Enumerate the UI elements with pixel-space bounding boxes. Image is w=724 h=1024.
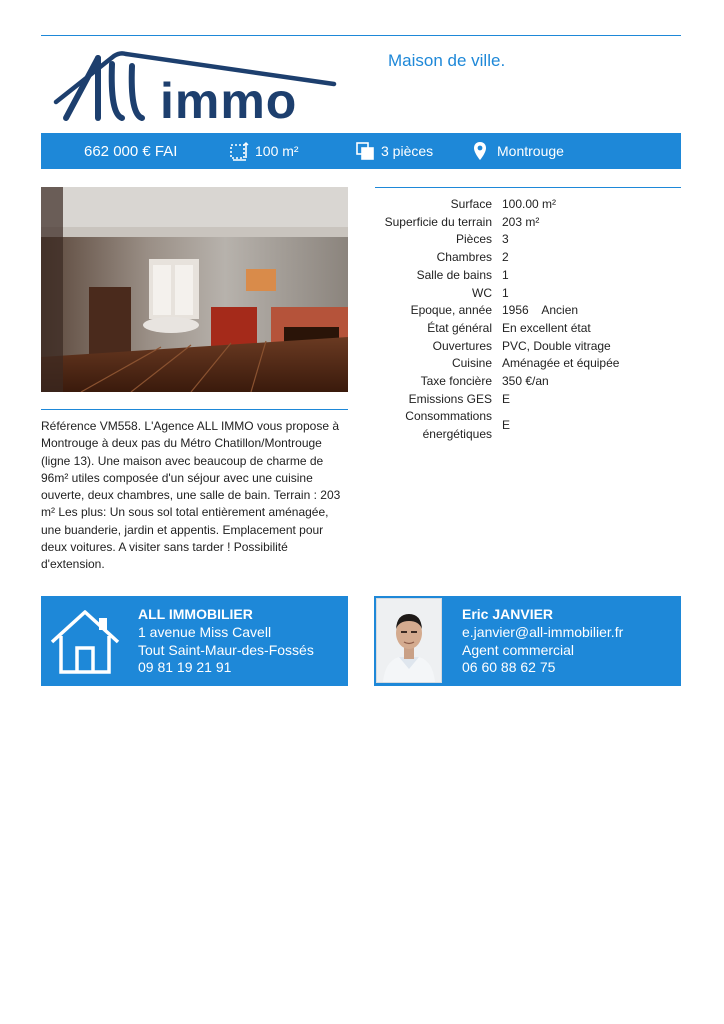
rooms-icon xyxy=(355,141,375,161)
house-icon xyxy=(49,608,121,679)
city-summary xyxy=(473,133,564,169)
spec-label: Salle de bains xyxy=(416,267,492,282)
spec-label: Cuisine xyxy=(451,356,492,371)
spec-row xyxy=(375,267,619,285)
spec-row xyxy=(375,302,619,320)
spec-value: Aménagée et équipée xyxy=(502,356,620,371)
agency-card xyxy=(41,596,348,686)
price: 662 000 € FAI xyxy=(84,142,178,160)
surface-label: 100 m² xyxy=(255,143,299,159)
spec-row xyxy=(375,373,619,391)
spec-label: Emissions GES xyxy=(408,391,492,406)
spec-value: 203 m² xyxy=(502,214,540,229)
spec-label: Consommations énergétiques xyxy=(405,409,492,442)
spec-label: Chambres xyxy=(436,250,492,265)
spec-label: Pièces xyxy=(455,232,492,247)
city-label: Montrouge xyxy=(497,143,564,159)
summary-bar xyxy=(41,133,681,169)
spec-label: Epoque, année xyxy=(410,303,492,318)
agent-phone[interactable]: 06 60 88 62 75 xyxy=(462,659,556,675)
spec-label: Superficie du terrain xyxy=(384,214,492,229)
spec-value: 3 xyxy=(502,232,509,247)
spec-label: WC xyxy=(472,285,492,300)
rooms-summary xyxy=(355,133,433,169)
agency-address-1: 1 avenue Miss Cavell xyxy=(138,624,272,640)
spec-value: 1956 Ancien xyxy=(502,303,579,318)
spec-row xyxy=(375,231,619,249)
area-icon xyxy=(229,141,249,161)
surface-summary xyxy=(229,133,299,169)
spec-row xyxy=(375,391,619,409)
spec-label: Taxe foncière xyxy=(420,374,492,389)
spec-value: En excellent état xyxy=(502,320,591,335)
spec-row xyxy=(375,408,619,443)
agency-address-2: Tout Saint-Maur-des-Fossés xyxy=(138,642,314,658)
description-divider xyxy=(41,409,348,410)
agent-role: Agent commercial xyxy=(462,642,575,658)
spec-label: Ouvertures xyxy=(432,338,492,353)
spec-row xyxy=(375,320,619,338)
description: Référence VM558. L'Agence ALL IMMO vous propose à Montrouge à deux pas du Métro Chatillon/Montrouge (ligne 13). Une maison avec beaucoup de charme de 96m² utiles composée d'un séjour avec une cuisine ouverte, deux chambres, une salle de bain. Terrain : 203 m² Les plus: Un sous sol total entièrement aménagée, une buanderie, jardin et appentis. Emplacement pour deux voitures. A visiter sans tarder ! Possibilité d'extension. xyxy=(41,419,341,572)
specs-divider xyxy=(375,187,681,188)
spec-value: E xyxy=(502,391,511,406)
rooms-label: 3 pièces xyxy=(381,143,434,159)
brand-logo xyxy=(52,44,337,126)
spec-value: PVC, Double vitrage xyxy=(502,338,611,353)
property-photo xyxy=(41,187,348,392)
top-divider xyxy=(41,35,681,36)
spec-label: Surface xyxy=(450,197,492,211)
location-pin-icon xyxy=(473,141,487,161)
spec-value: 1 xyxy=(502,267,509,282)
svg-text:immo: immo xyxy=(160,73,298,126)
spec-row xyxy=(375,338,619,356)
agent-email[interactable]: e.janvier@all-immobilier.fr xyxy=(462,624,624,640)
agent-name: Eric JANVIER xyxy=(462,606,554,622)
spec-row xyxy=(375,355,619,373)
spec-row xyxy=(375,249,619,267)
spec-row xyxy=(375,196,619,214)
spec-label: État général xyxy=(427,320,492,335)
listing-title: Maison de ville. xyxy=(388,51,506,70)
spec-value: 100.00 m² xyxy=(502,197,557,211)
agent-photo xyxy=(376,598,442,683)
agency-phone[interactable]: 09 81 19 21 91 xyxy=(138,659,232,675)
specs-table xyxy=(375,196,681,444)
agency-name: ALL IMMOBILIER xyxy=(138,606,253,622)
spec-row xyxy=(375,285,619,303)
spec-row xyxy=(375,214,619,232)
spec-value: 1 xyxy=(502,285,509,300)
spec-value: 2 xyxy=(502,250,509,265)
spec-value: E xyxy=(502,418,511,433)
spec-value: 350 €/an xyxy=(502,374,549,389)
